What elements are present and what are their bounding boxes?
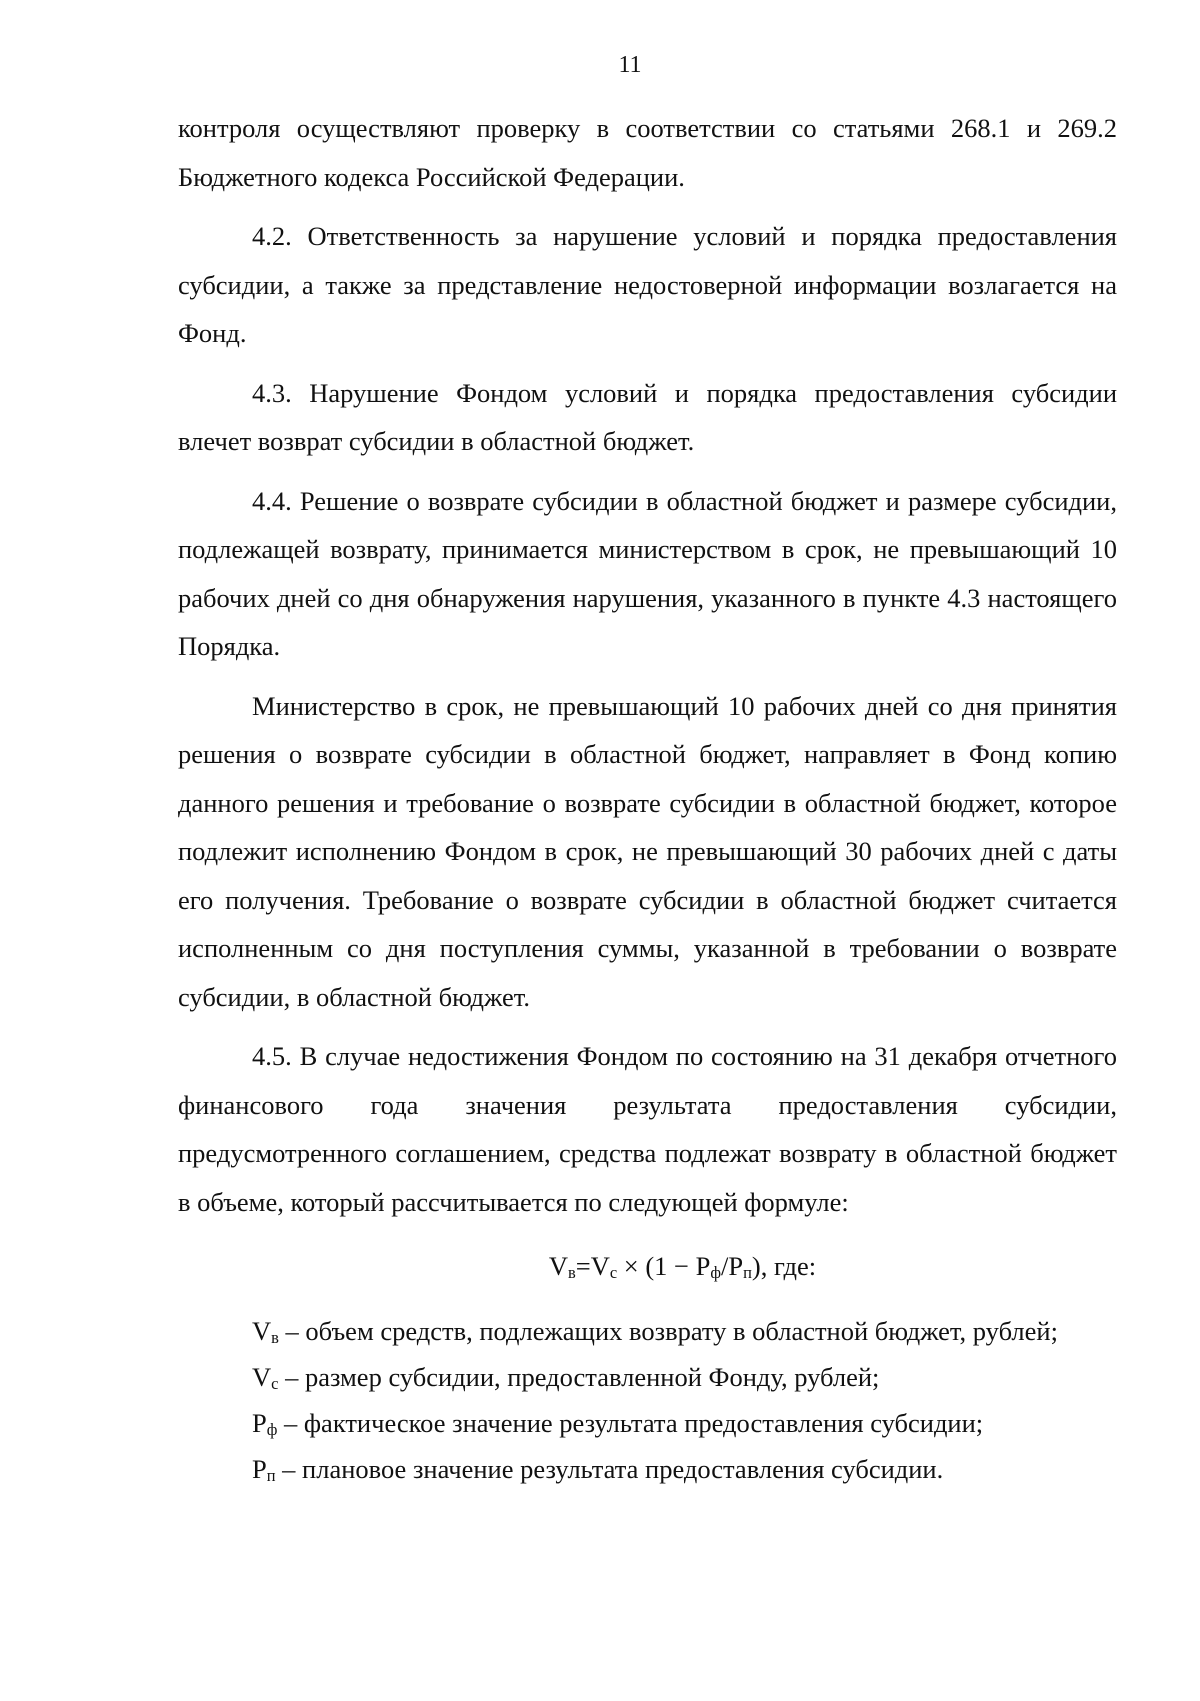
formula-tail: ), где: bbox=[751, 1251, 817, 1281]
formula-pf: $P_ф$ bbox=[695, 1251, 721, 1282]
formula-definitions bbox=[178, 1308, 1117, 1492]
formula-slash: / bbox=[721, 1251, 729, 1281]
paragraph-4-4: 4.4. Решение о возврате субсидии в областной бюджет и размере субсидии, подлежащей возврату, принимается министерством в срок, не превышающий 10 рабочих дней со дня обнаружения нарушения, указанного в пункте 4.3 настоящего Порядка. bbox=[178, 485, 1117, 661]
formula-times: × (1 − bbox=[617, 1251, 696, 1281]
paragraph-4-5: 4.5. В случае недостижения Фондом по состоянию на 31 декабря отчетного финансового года значения результата предоставления субсидии, предусмотренного соглашением, средства подлежат возврату в областной бюджет в объеме, который рассчитывается по следующей формуле: bbox=[178, 1041, 1117, 1217]
paragraph-4-2: 4.2. Ответственность за нарушение условий и порядка предоставления субсидии, а также за представление недостоверной информации возлагается на Фонд. bbox=[178, 221, 1117, 348]
formula-vb: $V_в$ bbox=[548, 1251, 576, 1282]
definition-pf: $P_ф$ – фактическое значение результата предоставления субсидии; bbox=[252, 1408, 984, 1439]
return-formula bbox=[178, 1242, 1117, 1290]
formula-vc: $V_с$ bbox=[590, 1251, 618, 1282]
formula-pp: $P_п$ bbox=[728, 1251, 752, 1282]
paragraph-4-3: 4.3. Нарушение Фондом условий и порядка предоставления субсидии влечет возврат субсидии в областной бюджет. bbox=[178, 377, 1117, 456]
definition-vc: $V_с$ – размер субсидии, предоставленной Фонду, рублей; bbox=[252, 1362, 880, 1393]
page-number: 11 bbox=[618, 52, 642, 78]
document-body bbox=[178, 104, 1117, 1492]
formula-equals: = bbox=[575, 1251, 591, 1281]
paragraph-1: контроля осуществляют проверку в соответствии со статьями 268.1 и 269.2 Бюджетного кодекса Российской Федерации. bbox=[178, 113, 1117, 192]
paragraph-ministry: Министерство в срок, не превышающий 10 рабочих дней со дня принятия решения о возврате субсидии в областной бюджет, направляет в Фонд копию данного решения и требование о возврате субсидии в областной бюджет, которое подлежит исполнению Фондом в срок, не превышающий 30 рабочих дней с даты его получения. Требование о возврате субсидии в областной бюджет считается исполненным со дня поступления суммы, указанной в требовании о возврате субсидии, в областной бюджет. bbox=[178, 690, 1117, 1012]
definition-vb: $V_в$ – объем средств, подлежащих возврату в областной бюджет, рублей; bbox=[252, 1316, 1058, 1347]
definition-pp: $P_п$ – плановое значение результата предоставления субсидии. bbox=[252, 1454, 944, 1485]
